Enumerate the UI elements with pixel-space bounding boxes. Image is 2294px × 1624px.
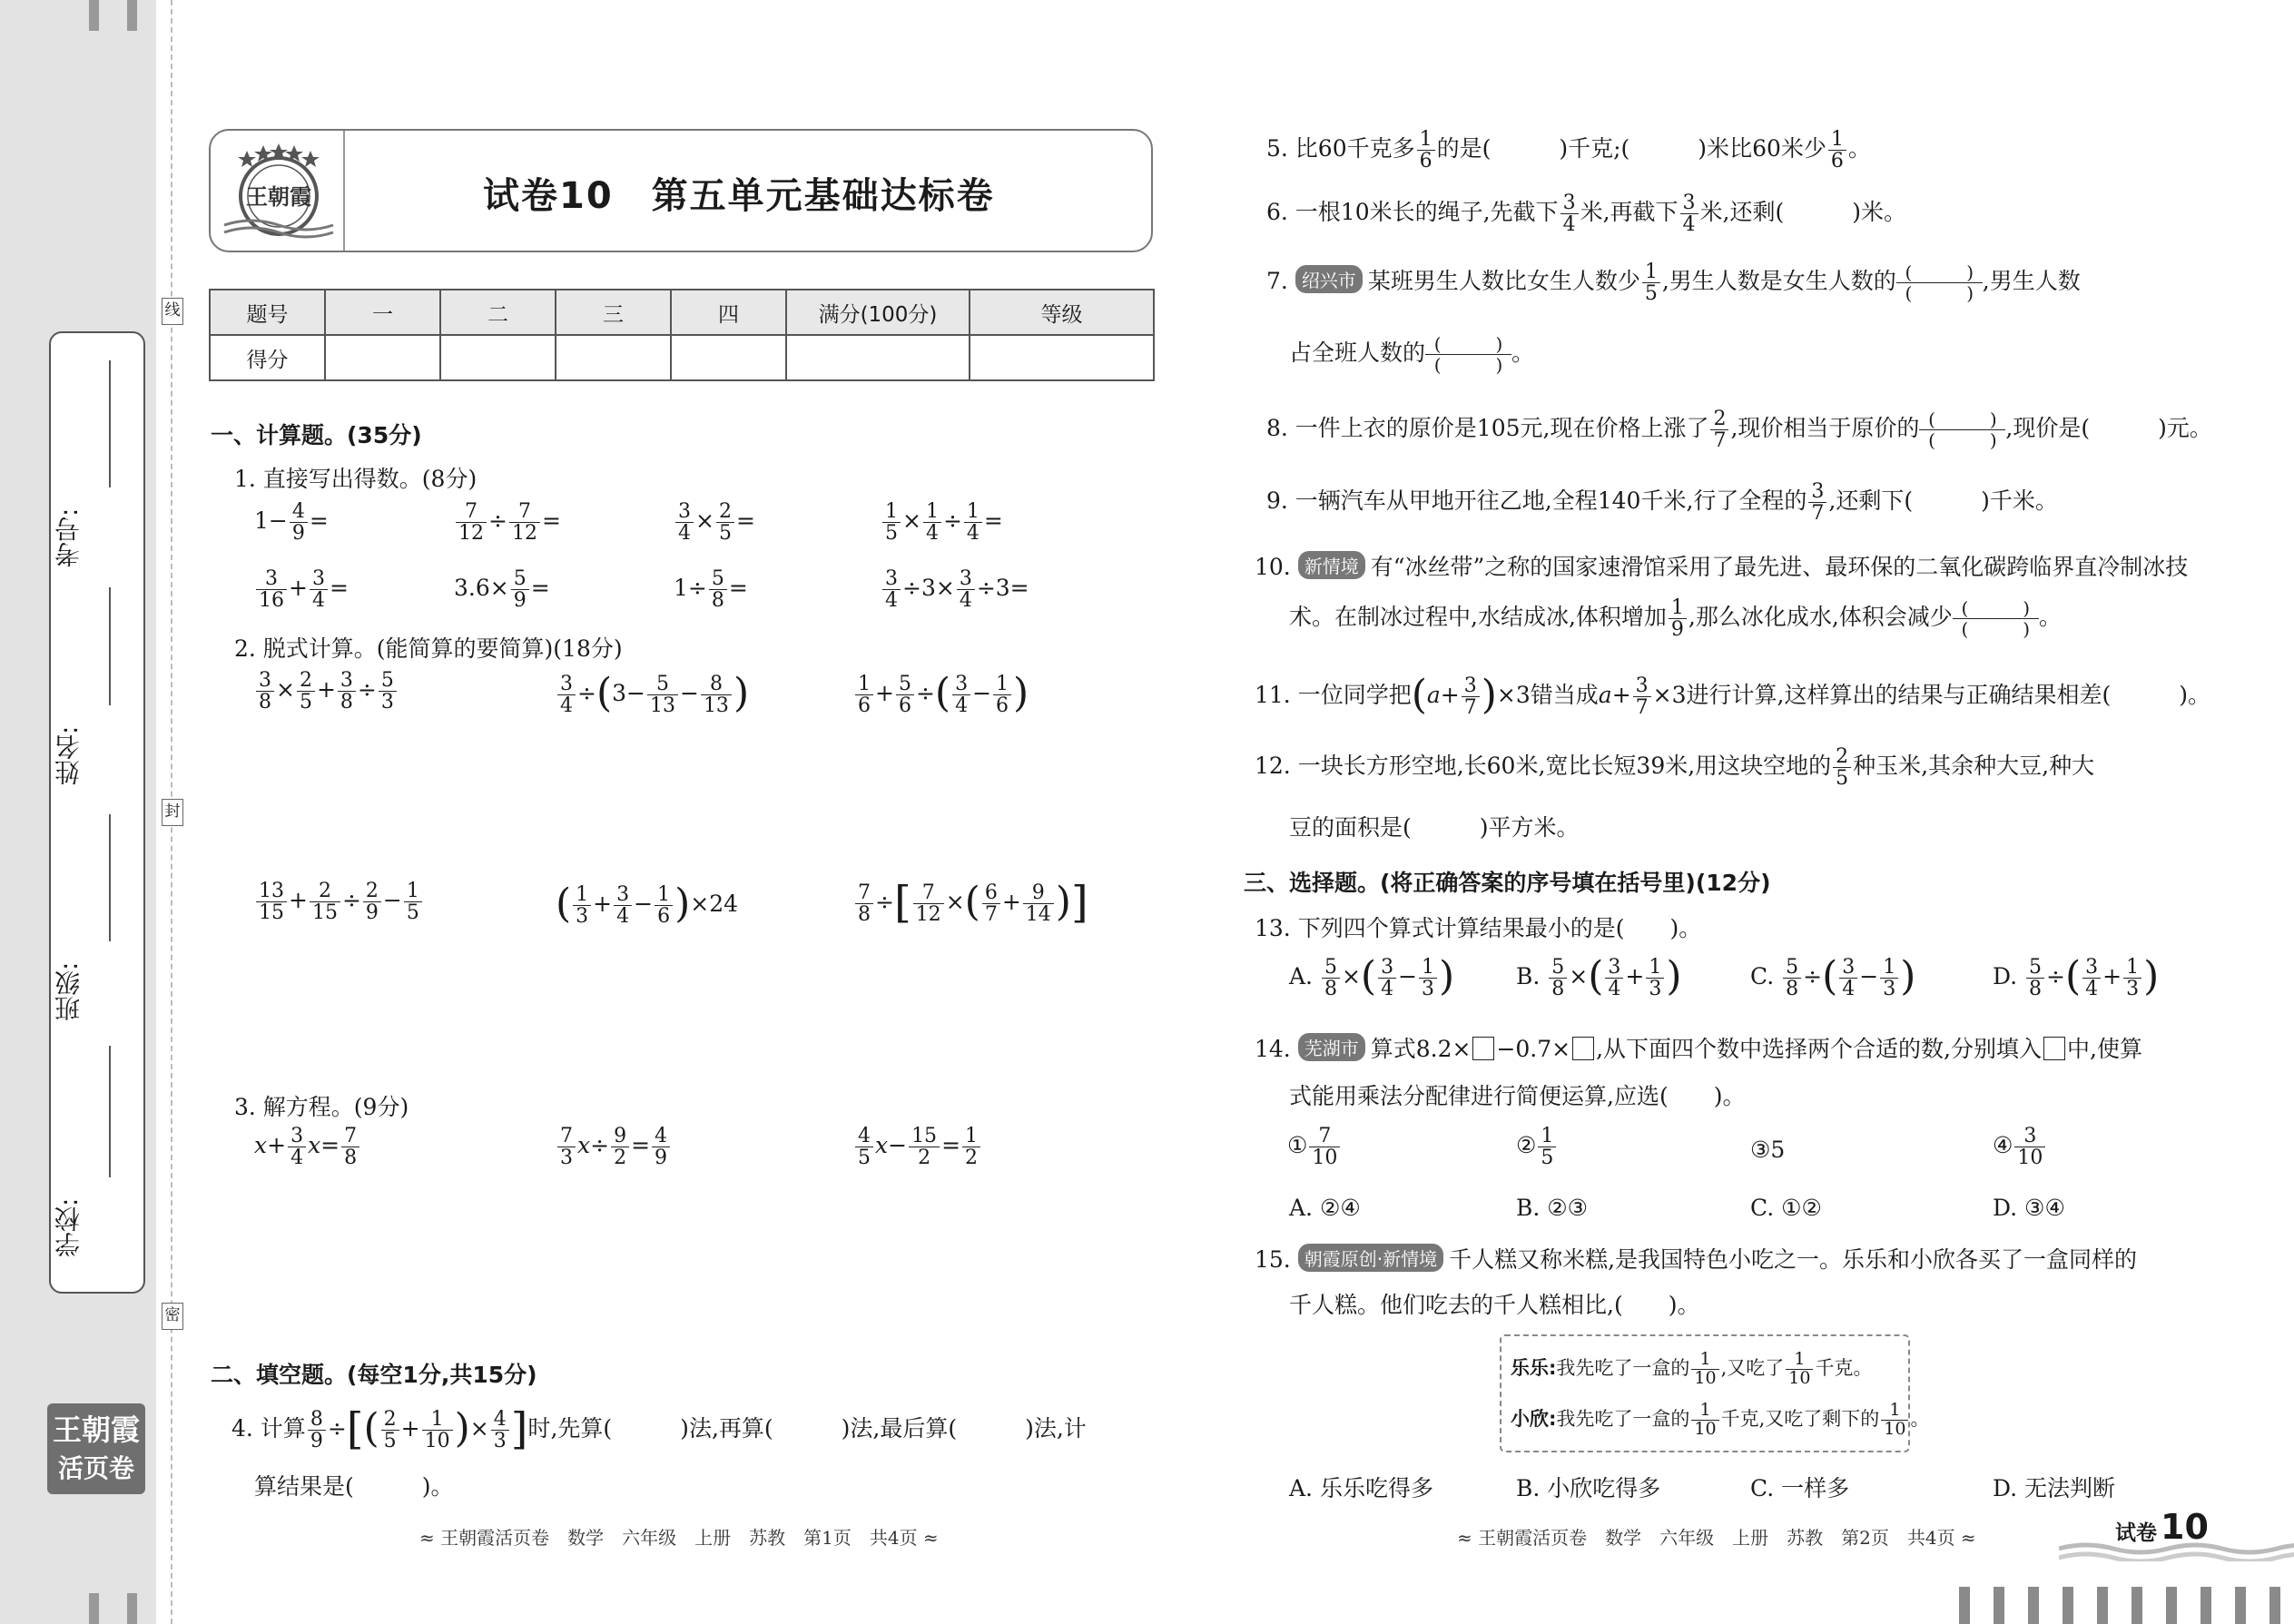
question-6: 6. 一根10米长的绳子,先截下 $\frac{3}{4}$ 米,再截下 $\frac{3}{4}$ 米,还剩( )米。 bbox=[1266, 192, 1906, 237]
region-tag: 绍兴市 bbox=[1295, 265, 1363, 293]
math-expression: $\frac{7}{3}$ x÷ $\frac{9}{2}$ = $\frac{4}{9}$ bbox=[556, 1126, 672, 1168]
math-expression: $\frac{3}{4}$ ÷3× $\frac{3}{4}$ ÷3= bbox=[881, 568, 1029, 611]
class-label: 班级: bbox=[54, 961, 84, 1021]
question-12-line2: 豆的面积是( )平方米。 bbox=[1289, 814, 1580, 841]
score-cell[interactable] bbox=[325, 335, 440, 380]
question-14-line2: 式能用乘法分配律进行简便运算,应选( )。 bbox=[1289, 1083, 1746, 1109]
dialogue-box bbox=[1500, 1334, 1930, 1452]
registration-mark bbox=[1994, 1587, 2004, 1624]
registration-mark bbox=[2097, 1587, 2108, 1624]
math-expression: 3.6× $\frac{5}{9}$ = bbox=[454, 567, 550, 613]
title-divider bbox=[343, 131, 345, 251]
context-tag: 朝霞原创·新情境 bbox=[1298, 1244, 1443, 1272]
answer-blank[interactable]: ( ) ( ) bbox=[1919, 409, 2005, 450]
math-expression: 1− $\frac{4}{9}$ = bbox=[254, 500, 329, 546]
math-expression: $\frac{3}{8}$ × $\frac{2}{5}$ + $\frac{3}{8}$ ÷ $\frac{5}{3}$ bbox=[254, 670, 399, 713]
section-heading: 三、选择题。(将正确答案的序号填在括号里)(12分) bbox=[1244, 870, 1771, 896]
question-12: 12. 一块长方形空地,长60米,宽比长短39米,用这块空地的 $\frac{2}{5}$ 种玉米,其余种大豆,种大 bbox=[1255, 745, 2095, 791]
math-expression: $\frac{3}{4}$ ÷(3− $\frac{5}{13}$ − $\frac{8}{13}$ ) bbox=[556, 670, 749, 716]
choice-b[interactable]: B. $\frac{5}{8}$ ×( $\frac{3}{4}$ + $\frac{1}{3}$ ) bbox=[1516, 953, 1682, 1000]
score-cell[interactable] bbox=[786, 335, 970, 380]
choice-c[interactable]: C. 一样多 bbox=[1750, 1475, 1850, 1501]
table-header-cell: 二 bbox=[440, 290, 556, 335]
option-3: ③5 bbox=[1750, 1137, 1786, 1163]
question-7-line2: 占全班人数的 ( ) ( ) 。 bbox=[1289, 333, 1535, 376]
page-footer: ≈ 王朝霞活页卷 数学 六年级 上册 苏教 第2页 共4页 ≈ bbox=[1457, 1527, 1976, 1549]
question-9: 9. 一辆汽车从甲地开往乙地,全程140千米,行了全程的 $\frac{3}{7}$ ,还剩下( )千米。 bbox=[1266, 480, 2058, 526]
registration-mark bbox=[2063, 1587, 2073, 1624]
question-5: 5. 比60千克多 $\frac{1}{6}$ 的是( )千克;( )米比60米少 $\frac{1}{6}$ 。 bbox=[1266, 128, 1871, 173]
choice-b[interactable]: B. 小欣吃得多 bbox=[1516, 1475, 1661, 1501]
registration-mark bbox=[2269, 1587, 2280, 1624]
choice-d[interactable]: D. $\frac{5}{8}$ ÷( $\frac{3}{4}$ + $\frac{1}{3}$ ) bbox=[1993, 953, 2160, 1000]
question-7: 7. 绍兴市 某班男生人数比女生人数少 $\frac{1}{5}$ ,男生人数是女生人数的 ( ) ( ) ,男生人数 bbox=[1266, 261, 2081, 306]
registration-mark bbox=[89, 1593, 99, 1624]
exam-number-label: 考号: bbox=[54, 507, 84, 567]
option-4: ④ $\frac{3}{10}$ bbox=[1993, 1126, 2047, 1168]
page-footer: ≈ 王朝霞活页卷 数学 六年级 上册 苏教 第1页 共4页 ≈ bbox=[419, 1527, 939, 1549]
math-expression: $\frac{1}{5}$ × $\frac{1}{4}$ ÷ $\frac{1}{4}$ = bbox=[881, 501, 1003, 544]
choice-a[interactable]: A. 乐乐吃得多 bbox=[1289, 1475, 1433, 1501]
blank-square bbox=[2043, 1037, 2065, 1060]
answer-blank[interactable]: ( ) ( ) bbox=[1896, 262, 1983, 303]
class-field[interactable] bbox=[109, 814, 111, 941]
name-field[interactable] bbox=[109, 587, 111, 705]
dialogue-line: 乐乐:我先吃了一盒的 $\frac{1}{10}$ ,又吃了 $\frac{1}{10}$ 千克。 bbox=[1511, 1349, 1873, 1388]
brand-logo: 王朝霞 活页卷 bbox=[47, 1403, 145, 1494]
option-1: ① $\frac{7}{10}$ bbox=[1287, 1126, 1342, 1168]
math-expression: $\frac{3}{16}$ + $\frac{3}{4}$ = bbox=[254, 568, 349, 611]
table-header-cell: 等级 bbox=[970, 290, 1154, 335]
student-info-box bbox=[49, 331, 145, 1294]
exam-number-field[interactable] bbox=[109, 360, 111, 487]
question-15-line2: 千人糕。他们吃去的千人糕相比,( )。 bbox=[1289, 1292, 1700, 1318]
math-expression: $\frac{4}{5}$ x− $\frac{15}{2}$ = $\frac{1}{2}$ bbox=[853, 1126, 982, 1168]
registration-mark bbox=[1959, 1587, 1970, 1624]
math-expression: $\frac{1}{6}$ + $\frac{5}{6}$ ÷( $\frac{3}{4}$ − $\frac{1}{6}$ ) bbox=[853, 670, 1029, 716]
registration-mark bbox=[127, 0, 137, 31]
blank-square bbox=[1472, 1037, 1494, 1060]
emblem-logo bbox=[220, 138, 338, 243]
choice-d[interactable]: D. ③④ bbox=[1993, 1195, 2065, 1221]
score-cell[interactable] bbox=[671, 335, 786, 380]
registration-mark bbox=[127, 1593, 137, 1624]
choice-b[interactable]: B. ②③ bbox=[1516, 1195, 1589, 1221]
table-header-cell: 满分(100分) bbox=[786, 290, 970, 335]
math-expression: 1÷ $\frac{5}{8}$ = bbox=[674, 567, 748, 613]
registration-mark bbox=[89, 0, 99, 31]
choice-c[interactable]: C. ①② bbox=[1750, 1195, 1822, 1221]
context-tag: 新情境 bbox=[1298, 551, 1365, 579]
math-expression: $\frac{7}{8}$ ÷[ $\frac{7}{12}$ ×( $\frac{6}{7}$ + $\frac{9}{14}$ )] bbox=[853, 877, 1088, 928]
region-tag: 芜湖市 bbox=[1298, 1033, 1365, 1061]
question-10: 10. 新情境 有“冰丝带”之称的国家速滑馆采用了最先进、最环保的二氧化碳跨临界直冷制冰技 bbox=[1255, 549, 2188, 582]
registration-mark bbox=[2235, 1587, 2246, 1624]
badge-number: 10 bbox=[2161, 1507, 2209, 1547]
answer-blank[interactable]: ( ) ( ) bbox=[1425, 334, 1511, 375]
section-heading: 一、计算题。(35分) bbox=[211, 422, 422, 448]
question-4: 4. 计算 $\frac{8}{9}$ ÷[( $\frac{2}{5}$ + $\frac{1}{10}$ )× $\frac{4}{3}$ ]时,先算( )法,再算( )法,最后算( )法,计 bbox=[231, 1403, 1087, 1454]
math-expression: $\frac{13}{15}$ + $\frac{2}{15}$ ÷ $\frac{2}{9}$ − $\frac{1}{5}$ bbox=[254, 881, 424, 923]
school-label: 学校: bbox=[54, 1197, 84, 1257]
table-header-cell: 题号 bbox=[210, 290, 325, 335]
question-15: 15. 朝霞原创·新情境 千人糕又称米糕,是我国特色小吃之一。乐乐和小欣各买了一盒同样的 bbox=[1255, 1242, 2137, 1275]
question-11: 11. 一位同学把(a+ $\frac{3}{7}$ )×3错当成a+ $\frac{3}{7}$ ×3进行计算,这样算出的结果与正确结果相差( )。 bbox=[1255, 672, 2210, 719]
answer-blank[interactable]: ( ) ( ) bbox=[1953, 598, 2039, 639]
svg-text:王朝霞: 王朝霞 bbox=[246, 184, 311, 210]
school-field[interactable] bbox=[109, 1046, 111, 1177]
registration-mark bbox=[2028, 1587, 2039, 1624]
registration-mark bbox=[2132, 1587, 2142, 1624]
paper-badge bbox=[2059, 1507, 2294, 1561]
badge-label: 试卷 bbox=[2115, 1521, 2157, 1545]
math-expression: $\frac{3}{4}$ × $\frac{2}{5}$ = bbox=[674, 501, 755, 544]
registration-mark bbox=[2166, 1587, 2177, 1624]
cut-mark: 封 bbox=[162, 799, 183, 826]
table-header-cell: 四 bbox=[671, 290, 786, 335]
section-heading: 二、填空题。(每空1分,共15分) bbox=[211, 1362, 537, 1388]
score-cell[interactable] bbox=[556, 335, 671, 380]
score-cell[interactable] bbox=[440, 335, 556, 380]
question-4-line2: 算结果是( )。 bbox=[254, 1473, 454, 1500]
choice-c[interactable]: C. $\frac{5}{8}$ ÷( $\frac{3}{4}$ − $\frac{1}{3}$ ) bbox=[1750, 953, 1916, 1000]
score-table bbox=[209, 289, 1155, 381]
question-8: 8. 一件上衣的原价是105元,现在价格上涨了 $\frac{2}{7}$ ,现价相当于原价的 ( ) ( ) ,现价是( )元。 bbox=[1266, 408, 2212, 453]
math-expression: $\frac{7}{12}$ ÷ $\frac{7}{12}$ = bbox=[454, 501, 561, 544]
question-heading: 2. 脱式计算。(能简算的要简算)(18分) bbox=[234, 635, 623, 662]
question-10-line2: 术。在制冰过程中,水结成冰,体积增加 $\frac{1}{9}$ ,那么冰化成水,体积会减少 ( ) ( ) 。 bbox=[1289, 596, 2062, 642]
choice-d[interactable]: D. 无法判断 bbox=[1993, 1475, 2116, 1501]
title-frame bbox=[209, 129, 1153, 252]
option-2: ② $\frac{1}{5}$ bbox=[1516, 1126, 1558, 1168]
math-expression: ( $\frac{1}{3}$ + $\frac{3}{4}$ − $\frac{1}{6}$ )×24 bbox=[556, 881, 739, 928]
name-label: 姓名: bbox=[54, 725, 84, 785]
dialogue-line: 小欣:我先吃了一盒的 $\frac{1}{10}$ 千克,又吃了剩下的 $\frac{1}{10}$ 。 bbox=[1511, 1400, 1930, 1439]
page-title: 试卷10 第五单元基础达标卷 bbox=[483, 175, 995, 217]
choice-a[interactable]: A. ②④ bbox=[1289, 1195, 1361, 1221]
question-heading: 3. 解方程。(9分) bbox=[234, 1094, 409, 1120]
blank-square bbox=[1572, 1037, 1594, 1060]
registration-mark bbox=[2200, 1587, 2211, 1624]
question-14: 14. 芜湖市 算式8.2× −0.7× ,从下面四个数中选择两个合适的数,分别填入 中,使算 bbox=[1255, 1031, 2142, 1064]
table-row-label: 得分 bbox=[210, 335, 325, 380]
question-13: 13. 下列四个算式计算结果最小的是( )。 bbox=[1255, 915, 1702, 941]
table-header-cell: 一 bbox=[325, 290, 440, 335]
cut-mark: 线 bbox=[162, 298, 183, 325]
math-expression: x+ $\frac{3}{4}$ x= $\frac{7}{8}$ bbox=[254, 1126, 361, 1168]
table-header-cell: 三 bbox=[556, 290, 671, 335]
choice-a[interactable]: A. $\frac{5}{8}$ ×( $\frac{3}{4}$ − $\frac{1}{3}$ ) bbox=[1289, 953, 1455, 1000]
score-cell[interactable] bbox=[970, 335, 1154, 380]
question-heading: 1. 直接写出得数。(8分) bbox=[234, 466, 478, 492]
cut-mark: 密 bbox=[162, 1303, 183, 1330]
